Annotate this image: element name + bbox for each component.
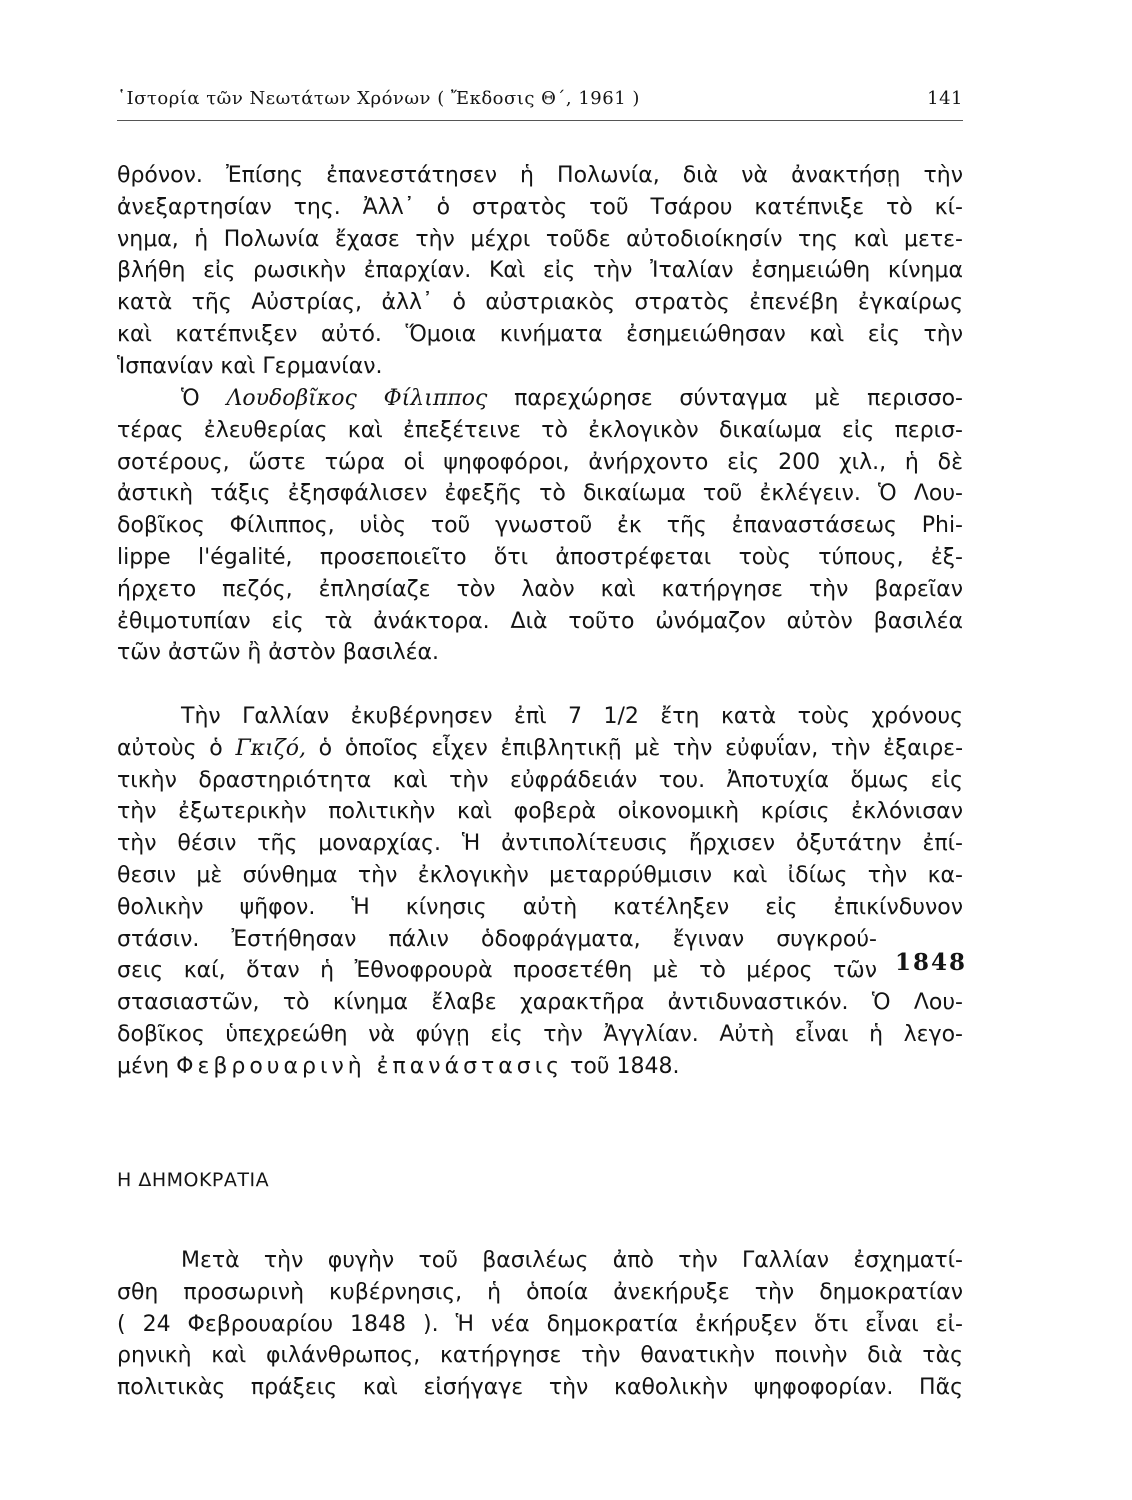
text-line: θρόνον. Ἐπίσης ἐπανεστάτησεν ἡ Πολωνία, διὰ νὰ ἀνακτήσῃ τὴν	[117, 163, 963, 188]
text-line: στασιαστῶν, τὸ κίνημα ἔλαβε χαρακτῆρα ἀντιδυναστικόν. Ὁ Λου-	[117, 990, 963, 1016]
text-fragment: τοῦ 1848.	[563, 1053, 680, 1079]
emphasized-name: Γκιζό,	[235, 735, 306, 761]
spaced-emphasis: Φεβρουαρινὴ ἐπανάστασις	[176, 1053, 564, 1079]
text-fragment: Ὁ	[181, 386, 227, 411]
text-line: δοβῖκος ὑπεχρεώθη νὰ φύγῃ εἰς τὴν Ἀγγλίαν. Αὐτὴ εἶναι ἡ λεγο-	[117, 1021, 963, 1047]
text-line: πολιτικὰς πράξεις καὶ εἰσήγαγε τὴν καθολικὴν ψηφοφορίαν. Πᾶς	[117, 1375, 963, 1401]
text-line	[117, 1051, 963, 1083]
text-line	[117, 733, 963, 765]
text-line: σεις καί, ὅταν ἡ Ἐθνοφρουρὰ προσετέθη μὲ τὸ μέρος τῶν	[117, 958, 877, 984]
text-line: θολικὴν ψῆφον. Ἡ κίνησις αὐτὴ κατέληξεν εἰς ἐπικίνδυνον	[117, 894, 963, 920]
text-fragment: αὐτοὺς ὁ	[117, 735, 236, 761]
text-line: ἀνεξαρτησίαν της. Ἀλλ᾽ ὁ στρατὸς τοῦ Τσάρου κατέπνιξε τὸ κί-	[117, 194, 963, 220]
text-line: Μετὰ τὴν φυγὴν τοῦ βασιλέως ἀπὸ τὴν Γαλλίαν ἐσχηματί-	[181, 1248, 963, 1273]
text-line: σθη προσωρινὴ κυβέρνησις, ἡ ὁποία ἀνεκήρυξε τὴν δημοκρατίαν	[117, 1279, 963, 1305]
paragraph-1	[117, 160, 963, 383]
text-line	[117, 383, 963, 415]
paragraph-2	[117, 383, 963, 669]
section-heading: Η ΔΗΜΟΚΡΑΤΙΑ	[117, 1169, 270, 1191]
text-line: ήρχετο πεζός, ἐπλησίαζε τὸν λαὸν καὶ κατήργησε τὴν βαρεῖαν	[117, 576, 963, 602]
text-line: τικὴν δραστηριότητα καὶ τὴν εὐφράδειάν του. Ἀποτυχία ὅμως εἰς	[117, 767, 963, 793]
text-line: βλήθη εἰς ρωσικὴν ἐπαρχίαν. Καὶ εἰς τὴν Ἰταλίαν ἐσημειώθη κίνημα	[117, 258, 963, 284]
text-line: στάσιν. Ἐστήθησαν πάλιν ὁδοφράγματα, ἔγιναν συγκρού-	[117, 926, 877, 952]
text-fragment: ὁ ὁποῖος εἶχεν ἐπιβλητικῇ μὲ τὴν εὐφυΐαν, τὴν ἐξαιρε-	[305, 735, 964, 761]
text-line: καὶ κατέπνιξεν αὐτό. Ὅμοια κινήματα ἐσημειώθησαν καὶ εἰς τὴν	[117, 321, 963, 347]
text-line: ρηνικὴ καὶ φιλάνθρωπος, κατήργησε τὴν θανατικὴν ποινὴν διὰ τὰς	[117, 1343, 963, 1369]
margin-note-year: 1848	[895, 949, 968, 976]
text-line: Τὴν Γαλλίαν ἐκυβέρνησεν ἐπὶ 7 1/2 ἔτη κατὰ τοὺς χρόνους	[181, 704, 963, 729]
text-line: δοβῖκος Φίλιππος, υἱὸς τοῦ γνωστοῦ ἐκ τῆς ἐπαναστάσεως Phi-	[117, 513, 963, 539]
paragraph-4	[117, 1245, 963, 1404]
emphasized-name: Λουδοβῖκος Φίλιππος	[226, 386, 488, 411]
running-head-title: ῾Ιστορία τῶν Νεωτάτων Χρόνων ( Ἔκδοσις Θ΄, 1961 )	[117, 88, 640, 109]
text-line: θεσιν μὲ σύνθημα τὴν ἐκλογικὴν μεταρρύθμισιν καὶ ἰδίως τὴν κα-	[117, 862, 963, 888]
text-line: σοτέρους, ὥστε τώρα οἱ ψηφοφόροι, ἀνήρχοντο εἰς 200 χιλ., ἡ δὲ	[117, 449, 963, 475]
text-line: ἐθιμοτυπίαν εἰς τὰ ἀνάκτορα. Διὰ τοῦτο ὠνόμαζον αὐτὸν βασιλέα	[117, 608, 963, 634]
text-line: τέρας ἐλευθερίας καὶ ἐπεξέτεινε τὸ ἐκλογικὸν δικαίωμα εἰς περισ-	[117, 417, 963, 443]
page-number: 141	[927, 88, 963, 109]
header-rule	[117, 120, 963, 121]
text-line: κατὰ τῆς Αὐστρίας, ἀλλ᾽ ὁ αὐστριακὸς στρατὸς ἐπενέβη ἐγκαίρως	[117, 290, 963, 316]
text-line: νημα, ἡ Πολωνία ἔχασε τὴν μέχρι τοῦδε αὐτοδιοίκησίν της καὶ μετε-	[117, 226, 963, 252]
text-line: Ἱσπανίαν καὶ Γερμανίαν.	[117, 353, 383, 379]
text-line: ( 24 Φεβρουαρίου 1848 ). Ἡ νέα δημοκρατία ἐκήρυξεν ὅτι εἶναι εἰ-	[117, 1311, 963, 1337]
text-line: τὴν ἐξωτερικὴν πολιτικὴν καὶ φοβερὰ οἰκονομικὴ κρίσις ἐκλόνισαν	[117, 799, 963, 825]
text-fragment: μένη	[117, 1053, 177, 1079]
text-line: ἀστικὴ τάξις ἐξησφάλισεν ἐφεξῆς τὸ δικαίωμα τοῦ ἐκλέγειν. Ὁ Λου-	[117, 481, 963, 507]
paragraph-3	[117, 701, 963, 1083]
text-line: lippe l'égalité, προσεποιεῖτο ὅτι ἀποστρέφεται τοὺς τύπους, ἐξ-	[117, 544, 963, 570]
text-fragment: παρεχώρησε σύνταγμα μὲ περισσο-	[487, 386, 963, 411]
text-line: τῶν ἀστῶν ἢ ἀστὸν βασιλέα.	[117, 640, 440, 666]
text-line: τὴν θέσιν τῆς μοναρχίας. Ἡ ἀντιπολίτευσις ἤρχισεν ὀξυτάτην ἐπί-	[117, 831, 963, 857]
